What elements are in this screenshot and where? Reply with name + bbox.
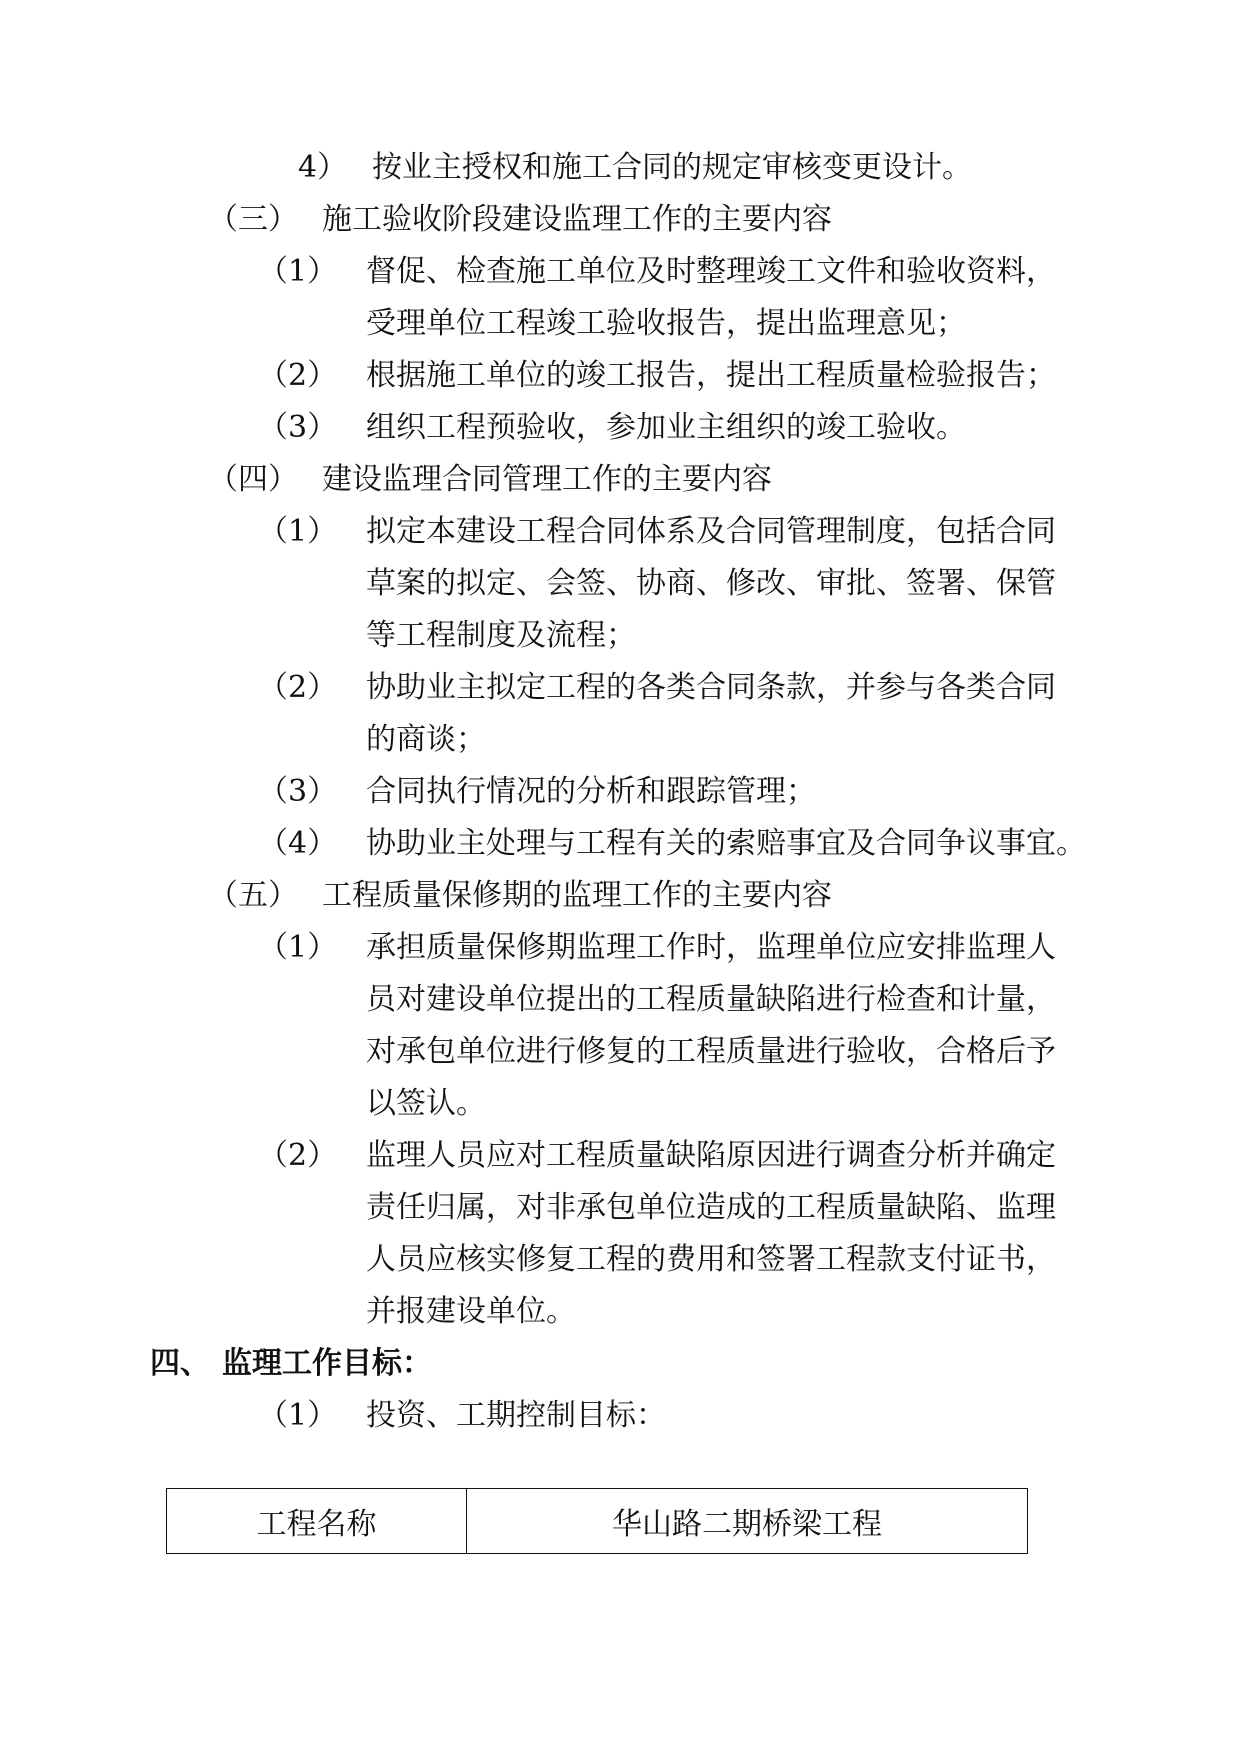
item-text: 等工程制度及流程； <box>366 618 636 653</box>
section-text: 工程质量保修期的监理工作的主要内容 <box>322 878 832 913</box>
item-number: （3） <box>258 774 338 809</box>
item-text: 人员应核实修复工程的费用和签署工程款支付证书， <box>366 1242 1056 1277</box>
item-number: （2） <box>258 358 338 393</box>
item-text: 投资、工期控制目标： <box>366 1398 666 1433</box>
item-text: 草案的拟定、会签、协商、修改、审批、签署、保管 <box>366 566 1056 601</box>
item-number: 4） <box>298 150 348 185</box>
project-name-label: 工程名称 <box>167 1489 467 1554</box>
item-text: 合同执行情况的分析和跟踪管理； <box>366 774 816 809</box>
chapter-title: 监理工作目标： <box>222 1346 432 1381</box>
item-number: （1） <box>258 1398 338 1433</box>
item-text: 拟定本建设工程合同体系及合同管理制度，包括合同 <box>366 514 1056 549</box>
item-number: （2） <box>258 670 338 705</box>
item-text: 协助业主处理与工程有关的索赔事宜及合同争议事宜。 <box>366 826 1086 861</box>
project-name-value: 华山路二期桥梁工程 <box>467 1489 1028 1554</box>
item-text: 督促、检查施工单位及时整理竣工文件和验收资料， <box>366 254 1056 289</box>
item-text: 责任归属，对非承包单位造成的工程质量缺陷、监理 <box>366 1190 1056 1225</box>
item-number: （4） <box>258 826 338 861</box>
item-text: 按业主授权和施工合同的规定审核变更设计。 <box>372 150 972 185</box>
item-text: 组织工程预验收，参加业主组织的竣工验收。 <box>366 410 966 445</box>
item-text: 以签认。 <box>366 1086 486 1121</box>
chapter-number: 四、 <box>150 1346 210 1381</box>
item-number: （1） <box>258 514 338 549</box>
section-number: （五） <box>208 878 298 913</box>
item-text: 根据施工单位的竣工报告，提出工程质量检验报告； <box>366 358 1056 393</box>
section-text: 施工验收阶段建设监理工作的主要内容 <box>322 202 832 237</box>
section-number: （四） <box>208 462 298 497</box>
item-number: （1） <box>258 254 338 289</box>
item-text: 的商谈； <box>366 722 486 757</box>
section-text: 建设监理合同管理工作的主要内容 <box>322 462 772 497</box>
item-text: 受理单位工程竣工验收报告，提出监理意见； <box>366 306 966 341</box>
project-table <box>166 1488 1028 1554</box>
item-text: 协助业主拟定工程的各类合同条款，并参与各类合同 <box>366 670 1056 705</box>
table-row <box>167 1489 1028 1554</box>
item-number: （2） <box>258 1138 338 1173</box>
item-text: 员对建设单位提出的工程质量缺陷进行检查和计量， <box>366 982 1056 1017</box>
item-text: 对承包单位进行修复的工程质量进行验收，合格后予 <box>366 1034 1056 1069</box>
section-number: （三） <box>208 202 298 237</box>
item-text: 并报建设单位。 <box>366 1294 576 1329</box>
item-number: （1） <box>258 930 338 965</box>
item-text: 监理人员应对工程质量缺陷原因进行调查分析并确定 <box>366 1138 1056 1173</box>
item-number: （3） <box>258 410 338 445</box>
item-text: 承担质量保修期监理工作时，监理单位应安排监理人 <box>366 930 1056 965</box>
